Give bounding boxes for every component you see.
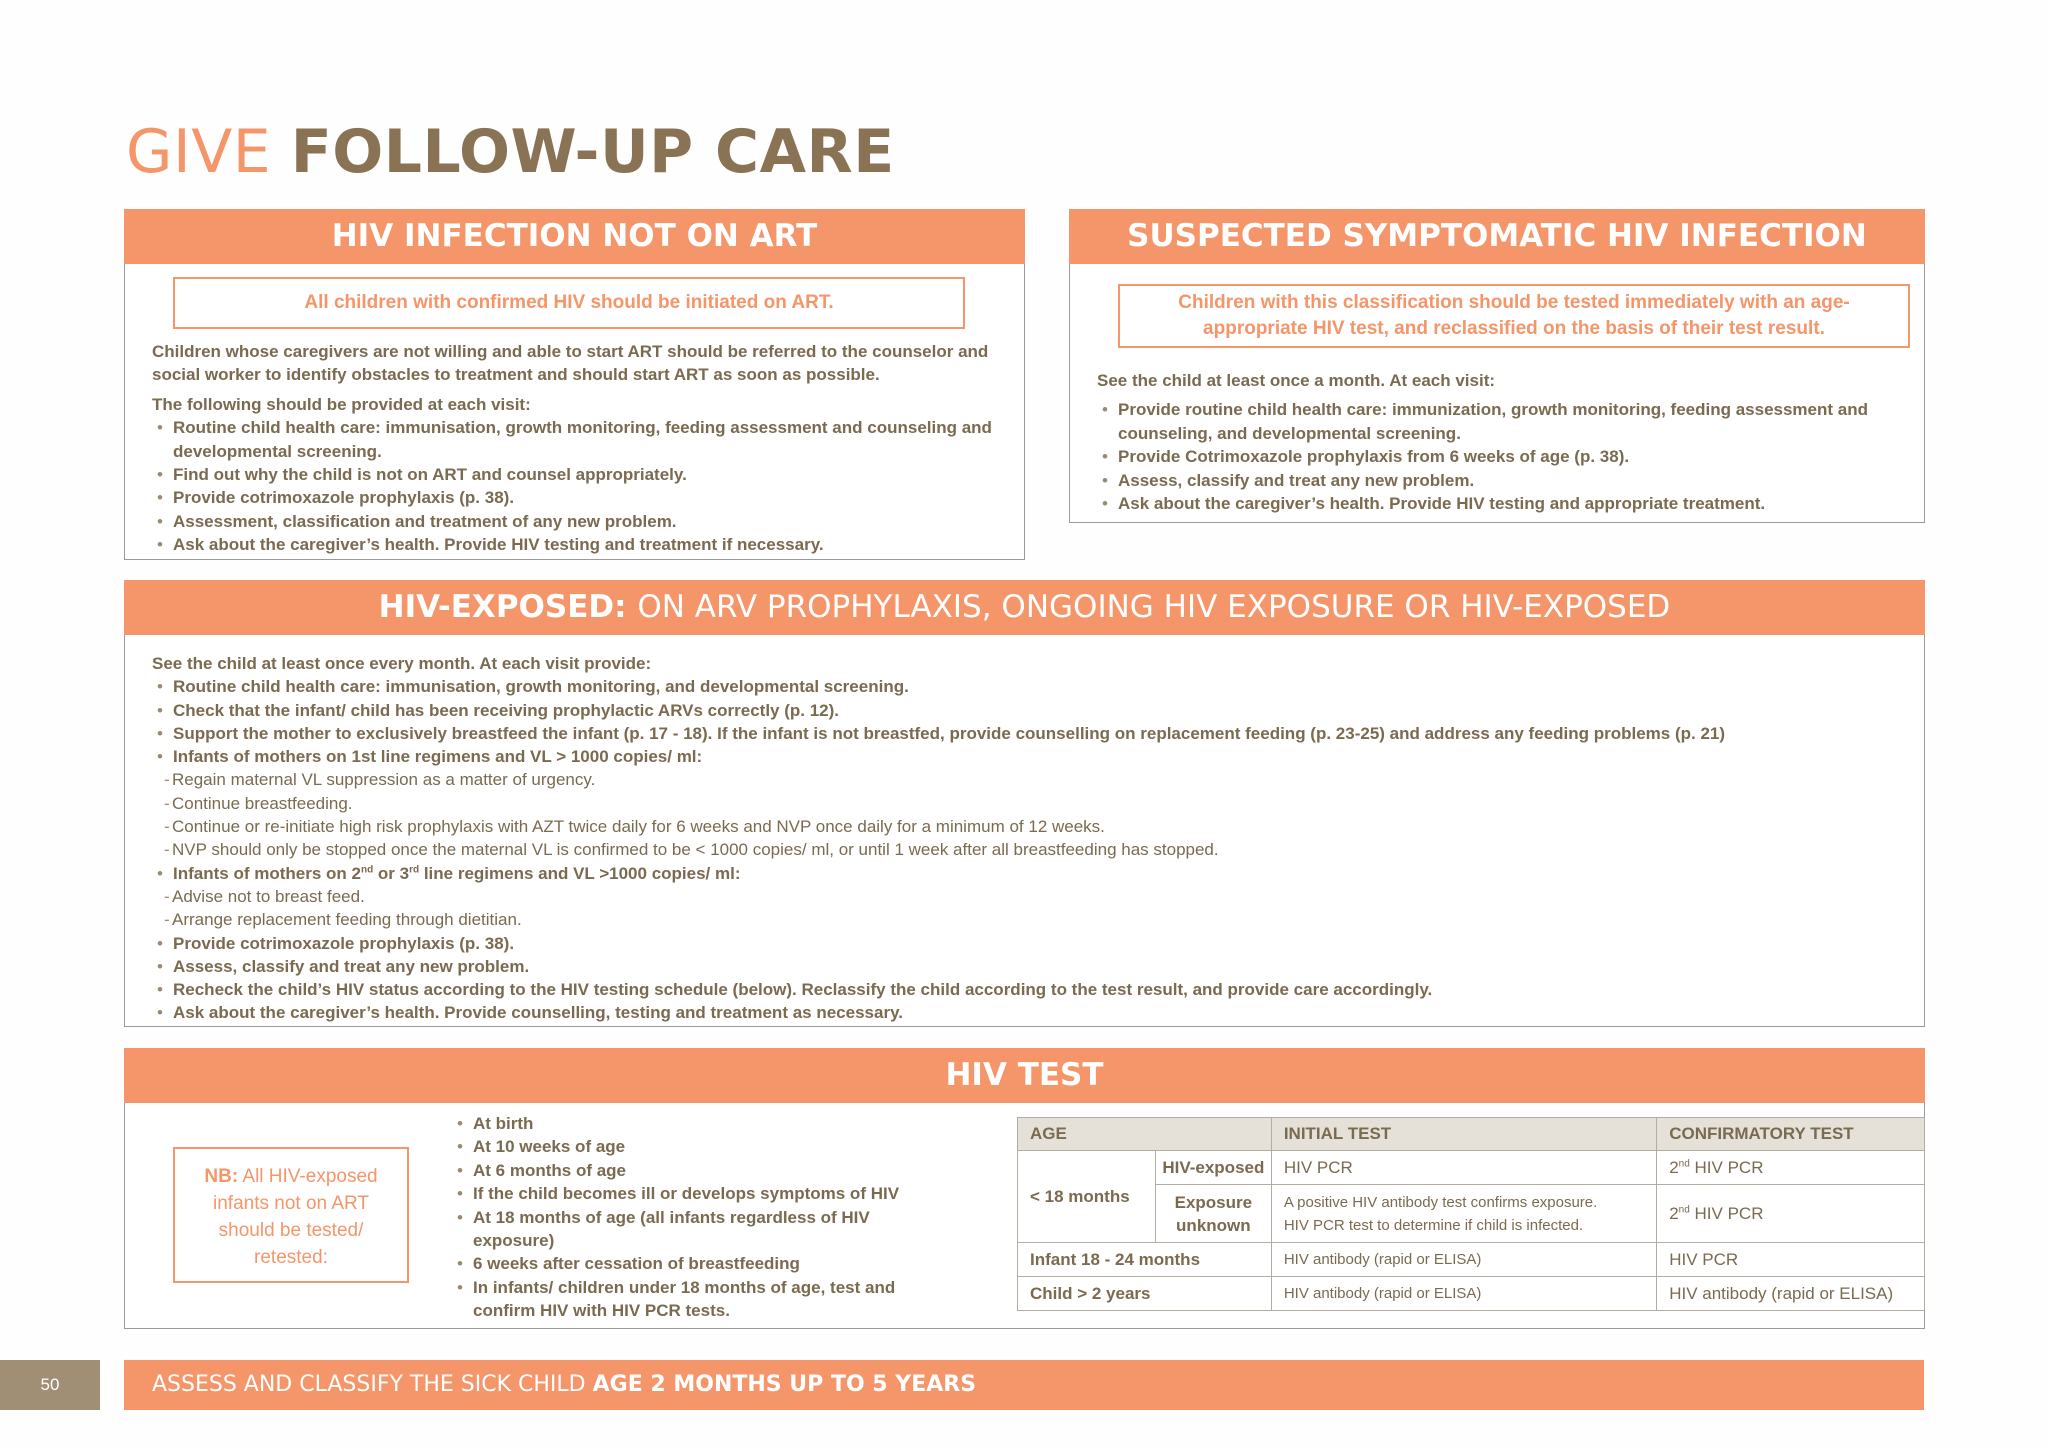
confirmatory-test-cell: HIV antibody (rapid or ELISA) bbox=[1657, 1277, 1925, 1311]
list-item: • Infants of mothers on 1st line regimens and VL > 1000 copies/ ml: bbox=[152, 745, 1902, 768]
superscript: nd bbox=[360, 864, 374, 876]
superscript: nd bbox=[1678, 1203, 1690, 1215]
suspected-lead: See the child at least once a month. At each visit: bbox=[1097, 371, 1496, 390]
sub-list-item: - Continue or re-initiate high risk prophylaxis with AZT twice daily for 6 weeks and NVP once daily for a minimum of 12 weeks. bbox=[152, 815, 1902, 838]
hiv-exposed-list bbox=[152, 675, 1902, 1024]
suspected-testing-callout: Children with this classification should be tested immediately with an age-appropriate HIV test, and reclassified on the basis of their test result. bbox=[1118, 284, 1910, 348]
age-under-18-months: < 18 months bbox=[1018, 1151, 1156, 1243]
list-item: • Check that the infant/ child has been receiving prophylactic ARVs correctly (p. 12). bbox=[152, 699, 1902, 722]
list-item: • Ask about the caregiver’s health. Provide HIV testing and appropriate treatment. bbox=[1097, 492, 1907, 515]
suspected-symptomatic-header: SUSPECTED SYMPTOMATIC HIV INFECTION bbox=[1069, 209, 1925, 264]
hiv-exposed-lead: See the child at least once every month. At each visit provide: bbox=[152, 654, 652, 673]
item-text: or 3 bbox=[373, 863, 410, 883]
initial-test-cell bbox=[1271, 1185, 1656, 1243]
nb-text: All HIV-exposed infants not on ART should be tested/ retested: bbox=[213, 1166, 378, 1268]
initial-test-cell: HIV antibody (rapid or ELISA) bbox=[1271, 1277, 1656, 1311]
table-row bbox=[1018, 1277, 1925, 1311]
testing-schedule bbox=[452, 1112, 942, 1323]
list-item: • At 6 months of age bbox=[452, 1159, 942, 1182]
confirmatory-test-cell bbox=[1657, 1151, 1925, 1185]
suspected-list bbox=[1097, 398, 1907, 515]
list-item: • Provide cotrimoxazole prophylaxis (p. 38). bbox=[152, 932, 1902, 955]
footer-bar bbox=[124, 1360, 1924, 1410]
cell-text: HIV PCR bbox=[1689, 1203, 1764, 1223]
page-title bbox=[126, 112, 895, 192]
cell-text: 2 bbox=[1669, 1203, 1679, 1223]
age-child-over-2-years: Child > 2 years bbox=[1018, 1277, 1272, 1311]
list-item: • At 18 months of age (all infants regardless of HIV exposure) bbox=[452, 1206, 942, 1253]
nb-label: NB: bbox=[204, 1166, 239, 1187]
hiv-exposed-header-rest: ON ARV PROPHYLAXIS, ONGOING HIV EXPOSURE OR HIV-EXPOSED bbox=[637, 589, 1671, 625]
list-item: • Routine child health care: immunisation, growth monitoring, and developmental screening. bbox=[152, 675, 1902, 698]
footer-text-bold: AGE 2 MONTHS UP TO 5 YEARS bbox=[592, 1372, 977, 1397]
superscript: nd bbox=[1678, 1157, 1690, 1169]
hiv-exposed-cell: HIV-exposed bbox=[1155, 1151, 1271, 1185]
table-row bbox=[1018, 1151, 1925, 1185]
footer-text-light: ASSESS AND CLASSIFY THE SICK CHILD bbox=[152, 1372, 586, 1397]
list-item: • Ask about the caregiver’s health. Provide counselling, testing and treatment as necessary. bbox=[152, 1001, 1902, 1024]
not-on-art-lead: The following should be provided at each visit: bbox=[152, 394, 531, 414]
superscript: rd bbox=[409, 864, 420, 876]
not-on-art-intro: Children whose caregivers are not willing and able to start ART should be referred to the counselor and social worker to identify obstacles to treatment and should start ART as soon as possible. bbox=[152, 342, 989, 385]
item-text: Infants of mothers on 2 bbox=[173, 863, 361, 883]
list-item: • Provide routine child health care: immunization, growth monitoring, feeding assessment and counseling, and developmental screening. bbox=[1097, 398, 1907, 445]
list-item: • Assess, classify and treat any new problem. bbox=[152, 955, 1902, 978]
list-item-second-line-regimens bbox=[152, 862, 1902, 885]
hiv-exposed-header bbox=[124, 580, 1925, 635]
list-item: • At 10 weeks of age bbox=[452, 1135, 942, 1158]
hiv-test-table bbox=[1017, 1117, 1925, 1311]
exposure-unknown-cell: Exposure unknown bbox=[1155, 1185, 1271, 1243]
hiv-exposed-header-bold: HIV-EXPOSED: bbox=[378, 589, 627, 625]
sub-list-item: - Advise not to breast feed. bbox=[152, 885, 1902, 908]
suspected-symptomatic-box bbox=[1069, 209, 1925, 523]
sub-list-item: - NVP should only be stopped once the maternal VL is confirmed to be < 1000 copies/ ml, or until 1 week after all breastfeeding has stopped. bbox=[152, 838, 1902, 861]
sub-list-item: - Arrange replacement feeding through dietitian. bbox=[152, 908, 1902, 931]
cell-text: 2 bbox=[1669, 1157, 1679, 1177]
initial-test-cell: HIV PCR bbox=[1271, 1151, 1656, 1185]
confirmatory-test-cell bbox=[1657, 1185, 1925, 1243]
list-item: • At birth bbox=[452, 1112, 942, 1135]
list-item: • Assessment, classification and treatment of any new problem. bbox=[152, 510, 1002, 533]
cell-text: A positive HIV antibody test confirms exposure. bbox=[1283, 1193, 1598, 1211]
confirmatory-test-cell: HIV PCR bbox=[1657, 1243, 1925, 1277]
not-on-art-list bbox=[152, 416, 1002, 556]
hiv-exposed-content bbox=[152, 652, 1902, 1025]
list-item: • Provide Cotrimoxazole prophylaxis from 6 weeks of age (p. 38). bbox=[1097, 445, 1907, 468]
list-item: • 6 weeks after cessation of breastfeeding bbox=[452, 1252, 942, 1275]
hiv-exposed-box bbox=[124, 580, 1925, 1027]
list-item: • Routine child health care: immunisation, growth monitoring, feeding assessment and counseling and developmental screening. bbox=[152, 416, 1002, 463]
column-header-initial-test: INITIAL TEST bbox=[1271, 1118, 1656, 1151]
column-header-confirmatory-test: CONFIRMATORY TEST bbox=[1657, 1118, 1925, 1151]
table-header-row bbox=[1018, 1118, 1925, 1151]
column-header-age: AGE bbox=[1018, 1118, 1272, 1151]
hiv-not-on-art-header: HIV INFECTION NOT ON ART bbox=[124, 209, 1025, 264]
not-on-art-content bbox=[152, 340, 1002, 557]
hiv-not-on-art-box bbox=[124, 209, 1025, 560]
sub-list-item: - Continue breastfeeding. bbox=[152, 792, 1902, 815]
age-infant-18-24-months: Infant 18 - 24 months bbox=[1018, 1243, 1272, 1277]
list-item: • Provide cotrimoxazole prophylaxis (p. 38). bbox=[152, 486, 1002, 509]
sub-list-item: - Regain maternal VL suppression as a matter of urgency. bbox=[152, 768, 1902, 791]
initial-test-cell: HIV antibody (rapid or ELISA) bbox=[1271, 1243, 1656, 1277]
art-initiation-callout: All children with confirmed HIV should be initiated on ART. bbox=[173, 277, 965, 329]
table-row bbox=[1018, 1243, 1925, 1277]
page-title-give: GIVE bbox=[126, 117, 272, 187]
page-title-follow-up: FOLLOW-UP CARE bbox=[290, 117, 895, 187]
list-item: • Find out why the child is not on ART and counsel appropriately. bbox=[152, 463, 1002, 486]
list-item: • In infants/ children under 18 months of age, test and confirm HIV with HIV PCR tests. bbox=[452, 1276, 942, 1323]
list-item: • Support the mother to exclusively breastfeed the infant (p. 17 - 18). If the infant is not breastfed, provide counselling on replacement feeding (p. 23-25) and address any feeding problems (p. 21) bbox=[152, 722, 1902, 745]
testing-schedule-list bbox=[452, 1112, 942, 1323]
cell-text: HIV PCR bbox=[1689, 1157, 1764, 1177]
cell-text: HIV PCR test to determine if child is infected. bbox=[1283, 1216, 1584, 1234]
hiv-test-header: HIV TEST bbox=[124, 1048, 1925, 1103]
nb-callout bbox=[173, 1147, 409, 1283]
suspected-content bbox=[1097, 369, 1907, 515]
list-item: • Recheck the child’s HIV status according to the HIV testing schedule (below). Reclassify the child according to the test result, and provide care accordingly. bbox=[152, 978, 1902, 1001]
list-item: • If the child becomes ill or develops symptoms of HIV bbox=[452, 1182, 942, 1205]
list-item: • Ask about the caregiver’s health. Provide HIV testing and treatment if necessary. bbox=[152, 533, 1002, 556]
page-number: 50 bbox=[0, 1360, 100, 1410]
item-text: line regimens and VL >1000 copies/ ml: bbox=[419, 863, 741, 883]
list-item: • Assess, classify and treat any new problem. bbox=[1097, 469, 1907, 492]
